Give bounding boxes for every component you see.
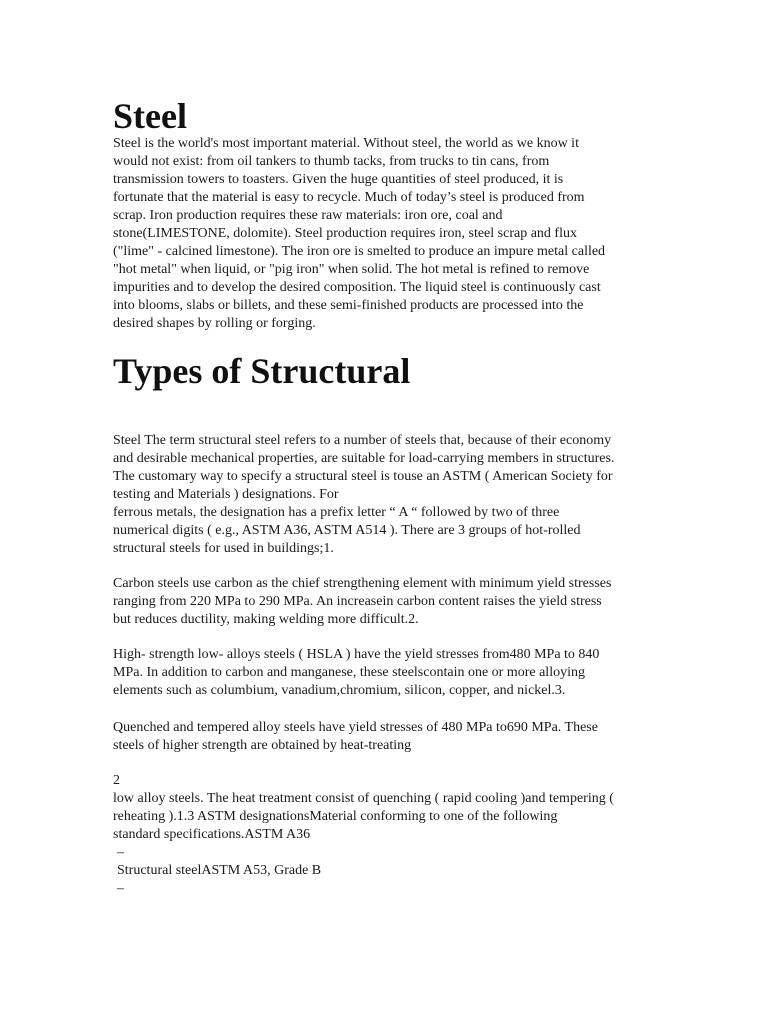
text-line: Structural steelASTM A53, Grade B — [117, 863, 322, 878]
text-line: stone(LIMESTONE, dolomite). Steel production requires iron, steel scrap and flux — [113, 226, 577, 241]
paragraph-hsla-steels — [113, 646, 658, 700]
paragraph-structural-steel — [113, 432, 658, 558]
text-line: low alloy steels. The heat treatment consist of quenching ( rapid cooling )and tempering ( — [113, 791, 614, 806]
text-line: Steel The term structural steel refers to a number of steels that, because of their economy — [113, 433, 612, 448]
page-number — [113, 772, 658, 790]
text-line: numerical digits ( e.g., ASTM A36, ASTM A514 ). There are 3 groups of hot-rolled — [113, 523, 581, 538]
paragraph-quenched-tempered — [113, 719, 658, 755]
text-line: ranging from 220 MPa to 290 MPa. An increasein carbon content raises the yield stress — [113, 594, 602, 609]
text-line: scrap. Iron production requires these raw materials: iron ore, coal and — [113, 208, 503, 223]
text-line: transmission towers to toasters. Given the huge quantities of steel produced, it is — [113, 172, 564, 187]
text-line: Steel is the world's most important material. Without steel, the world as we know it — [113, 136, 579, 151]
text-line: ferrous metals, the designation has a prefix letter “ A “ followed by two of three — [113, 505, 560, 520]
text-line: would not exist: from oil tankers to thumb tacks, from trucks to tin cans, from — [113, 154, 550, 169]
text-line: desired shapes by rolling or forging. — [113, 316, 316, 331]
text-line: ("lime" - calcined limestone). The iron ore is smelted to produce an impure metal called — [113, 244, 606, 259]
text-line: reheating ).1.3 ASTM designationsMaterial conforming to one of the following — [113, 809, 558, 824]
text-line: MPa. In addition to carbon and manganese, these steelscontain one or more alloying — [113, 665, 585, 680]
text-line: structural steels for used in buildings;1. — [113, 541, 334, 556]
text-line: Quenched and tempered alloy steels have yield stresses of 480 MPa to690 MPa. These — [113, 720, 598, 735]
text-line: but reduces ductility, making welding more difficult.2. — [113, 612, 419, 627]
text-line: and desirable mechanical properties, are suitable for load-carrying members in structures. — [113, 451, 615, 466]
text-line: steels of higher strength are obtained by heat-treating — [113, 738, 412, 753]
paragraph-page-2 — [113, 790, 658, 898]
dash-separator: – — [117, 881, 124, 896]
text-line: into blooms, slabs or billets, and these semi-finished products are processed into the — [113, 298, 584, 313]
text-line: High- strength low- alloys steels ( HSLA ) have the yield stresses from480 MPa to 840 — [113, 647, 600, 662]
paragraph-carbon-steels — [113, 575, 658, 629]
dash-separator: – — [117, 845, 124, 860]
text-line: The customary way to specify a structural steel is touse an ASTM ( American Society for — [113, 469, 613, 484]
page-number-text: 2 — [113, 773, 120, 788]
text-line: impurities and to develop the desired composition. The liquid steel is continuously cast — [113, 280, 601, 295]
text-line: elements such as columbium, vanadium,chromium, silicon, copper, and nickel.3. — [113, 683, 566, 698]
text-line: fortunate that the material is easy to recycle. Much of today’s steel is produced from — [113, 190, 585, 205]
paragraph-steel — [113, 135, 658, 333]
text-line: Carbon steels use carbon as the chief strengthening element with minimum yield stresses — [113, 576, 612, 591]
heading-types-of-structural: Types of Structural — [113, 351, 411, 391]
text-line: standard specifications.ASTM A36 — [113, 827, 311, 842]
text-line: "hot metal" when liquid, or "pig iron" when solid. The hot metal is refined to remove — [113, 262, 590, 277]
heading-steel: Steel — [113, 96, 187, 136]
text-line: testing and Materials ) designations. For — [113, 487, 339, 502]
